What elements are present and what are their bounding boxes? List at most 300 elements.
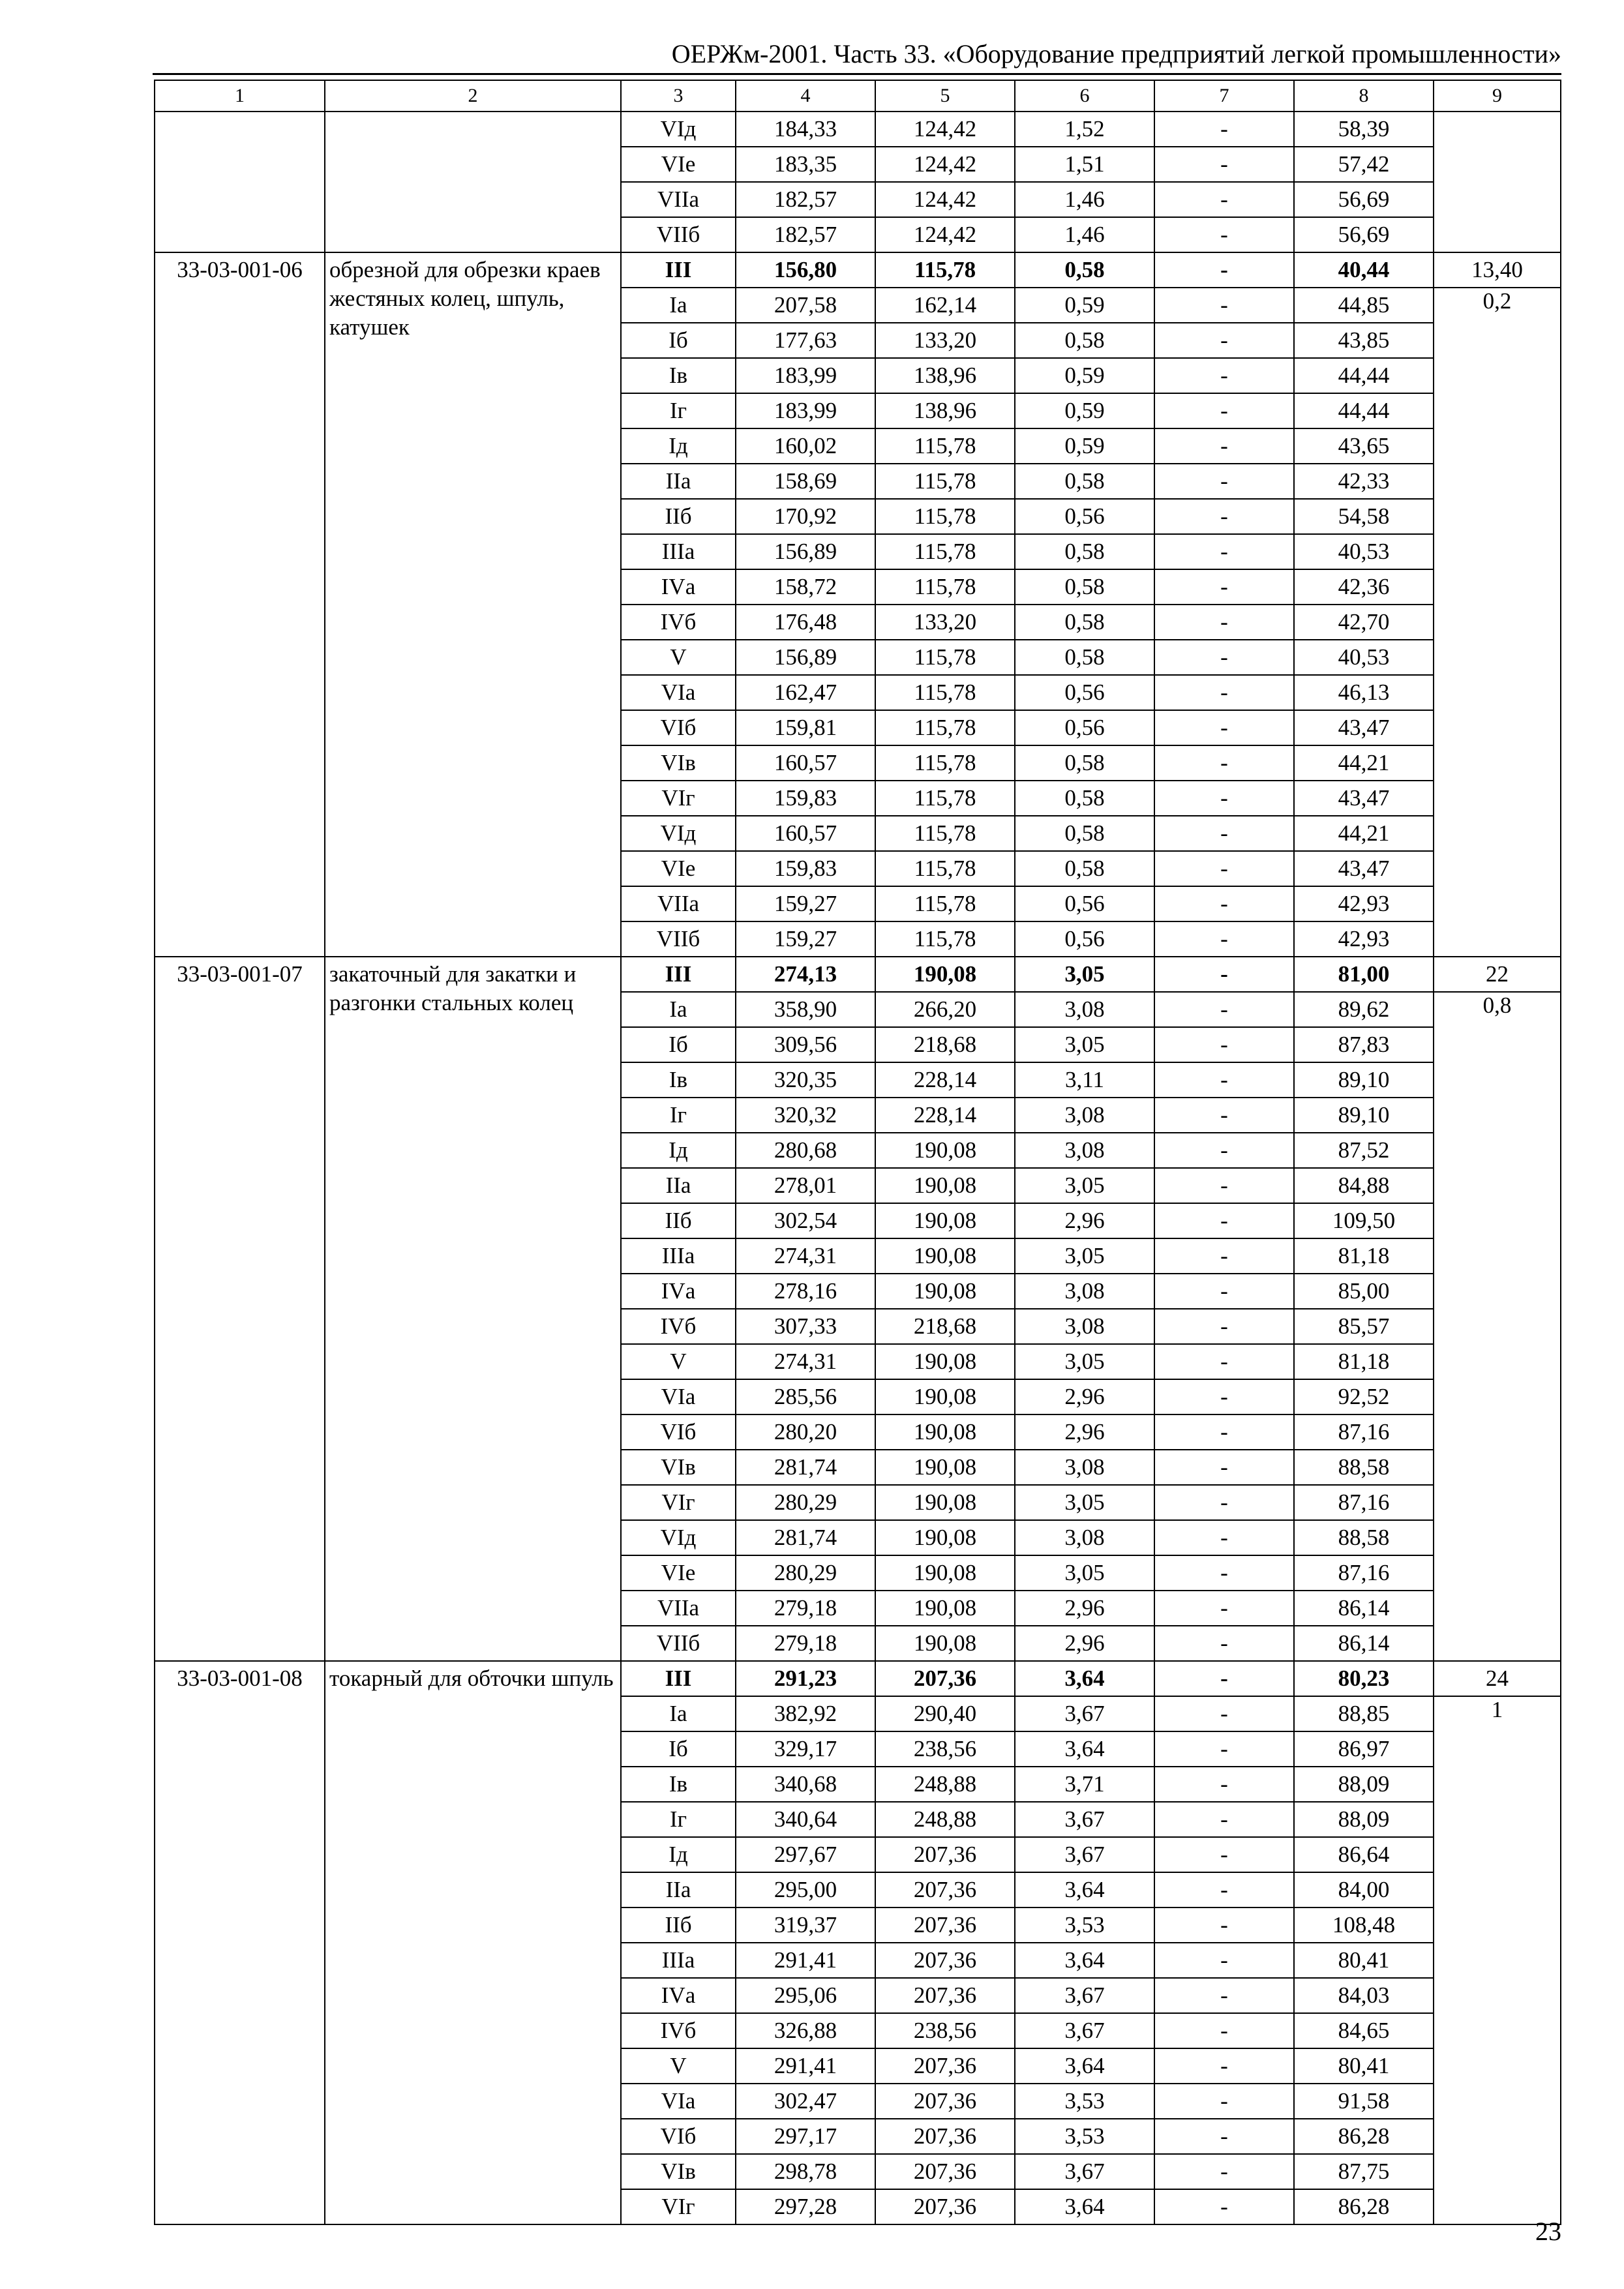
materials-cost: 44,85 [1294,288,1434,323]
wages-cost: 190,08 [875,1450,1015,1485]
total-cost: 160,02 [736,428,875,464]
materials-cost: 86,97 [1294,1731,1434,1767]
materials-cost: 84,65 [1294,2013,1434,2048]
wages-cost: 115,78 [875,640,1015,675]
total-cost: 274,31 [736,1238,875,1274]
machines-cost: 0,56 [1015,499,1154,534]
wages-cost: 190,08 [875,1238,1015,1274]
total-cost: 319,37 [736,1908,875,1943]
units-main-cell: 24 [1434,1661,1561,1696]
materials-cost: 57,42 [1294,147,1434,182]
total-cost: 162,47 [736,675,875,710]
rate-code: IVа [621,569,736,605]
column-number: 4 [736,80,875,112]
materials-cost: 87,83 [1294,1027,1434,1062]
materials-cost: 88,58 [1294,1450,1434,1485]
machines-cost: 2,96 [1015,1626,1154,1661]
drivers-wages: - [1154,1591,1294,1626]
materials-cost: 44,21 [1294,816,1434,851]
total-cost: 302,47 [736,2084,875,2119]
materials-cost: 88,09 [1294,1802,1434,1837]
machines-cost: 3,53 [1015,2119,1154,2154]
drivers-wages: - [1154,2084,1294,2119]
machines-cost: 0,58 [1015,569,1154,605]
materials-cost: 84,00 [1294,1872,1434,1908]
rate-code: IVа [621,1978,736,2013]
column-number: 8 [1294,80,1434,112]
drivers-wages: - [1154,1062,1294,1098]
machines-cost: 0,58 [1015,252,1154,288]
materials-cost: 89,10 [1294,1098,1434,1133]
rate-code: IIа [621,1872,736,1908]
wages-cost: 190,08 [875,1344,1015,1379]
materials-cost: 44,44 [1294,393,1434,428]
total-cost: 279,18 [736,1626,875,1661]
wages-cost: 207,36 [875,2084,1015,2119]
wages-cost: 190,08 [875,1379,1015,1414]
machines-cost: 3,64 [1015,1661,1154,1696]
drivers-wages: - [1154,252,1294,288]
drivers-wages: - [1154,640,1294,675]
materials-cost: 43,65 [1294,428,1434,464]
total-cost: 183,99 [736,358,875,393]
rate-code: Iв [621,1062,736,1098]
wages-cost: 115,78 [875,499,1015,534]
rate-code: III [621,252,736,288]
machines-cost: 3,53 [1015,1908,1154,1943]
total-cost: 295,06 [736,1978,875,2013]
drivers-wages: - [1154,464,1294,499]
wages-cost: 207,36 [875,2189,1015,2224]
drivers-wages: - [1154,112,1294,147]
rate-code: VIе [621,1555,736,1591]
drivers-wages: - [1154,428,1294,464]
equipment-name-cell: закаточный для закатки и разгонки стальных колец [325,957,621,1661]
materials-cost: 58,39 [1294,112,1434,147]
rate-code: VIе [621,147,736,182]
drivers-wages: - [1154,1450,1294,1485]
machines-cost: 0,59 [1015,428,1154,464]
units-sub-cell: 0,8 [1434,992,1561,1661]
machines-cost: 3,08 [1015,1450,1154,1485]
materials-cost: 89,62 [1294,992,1434,1027]
machines-cost: 3,08 [1015,992,1154,1027]
drivers-wages: - [1154,921,1294,957]
machines-cost: 3,67 [1015,2013,1154,2048]
drivers-wages: - [1154,1485,1294,1520]
column-number: 5 [875,80,1015,112]
machines-cost: 3,08 [1015,1133,1154,1168]
drivers-wages: - [1154,1309,1294,1344]
drivers-wages: - [1154,2189,1294,2224]
rate-code: VIIб [621,921,736,957]
drivers-wages: - [1154,1203,1294,1238]
drivers-wages: - [1154,781,1294,816]
materials-cost: 86,14 [1294,1626,1434,1661]
machines-cost: 0,58 [1015,816,1154,851]
rate-code: VIг [621,2189,736,2224]
materials-cost: 81,00 [1294,957,1434,992]
rate-code: VIб [621,1414,736,1450]
machines-cost: 0,58 [1015,464,1154,499]
column-number: 3 [621,80,736,112]
total-cost: 281,74 [736,1450,875,1485]
materials-cost: 43,47 [1294,781,1434,816]
drivers-wages: - [1154,393,1294,428]
table-row-main [155,1661,1561,1696]
machines-cost: 0,58 [1015,323,1154,358]
machines-cost: 0,56 [1015,675,1154,710]
rate-code: VIд [621,816,736,851]
wages-cost: 115,78 [875,675,1015,710]
total-cost: 291,41 [736,2048,875,2084]
materials-cost: 56,69 [1294,217,1434,252]
wages-cost: 162,14 [875,288,1015,323]
machines-cost: 3,05 [1015,1238,1154,1274]
drivers-wages: - [1154,605,1294,640]
drivers-wages: - [1154,1274,1294,1309]
machines-cost: 1,52 [1015,112,1154,147]
materials-cost: 40,44 [1294,252,1434,288]
materials-cost: 46,13 [1294,675,1434,710]
materials-cost: 85,00 [1294,1274,1434,1309]
name-cell [325,112,621,252]
materials-cost: 80,41 [1294,2048,1434,2084]
wages-cost: 124,42 [875,217,1015,252]
rate-code: V [621,1344,736,1379]
machines-cost: 1,46 [1015,217,1154,252]
rate-code: VIв [621,2154,736,2189]
materials-cost: 108,48 [1294,1908,1434,1943]
machines-cost: 0,58 [1015,640,1154,675]
rate-code: Iв [621,358,736,393]
wages-cost: 248,88 [875,1802,1015,1837]
wages-cost: 115,78 [875,464,1015,499]
machines-cost: 3,71 [1015,1767,1154,1802]
drivers-wages: - [1154,323,1294,358]
drivers-wages: - [1154,816,1294,851]
materials-cost: 88,58 [1294,1520,1434,1555]
drivers-wages: - [1154,2048,1294,2084]
rate-code: IIIа [621,534,736,569]
machines-cost: 0,59 [1015,288,1154,323]
total-cost: 278,01 [736,1168,875,1203]
machines-cost: 3,67 [1015,2154,1154,2189]
machines-cost: 0,58 [1015,851,1154,886]
drivers-wages: - [1154,1520,1294,1555]
rate-code: IVб [621,1309,736,1344]
wages-cost: 238,56 [875,1731,1015,1767]
drivers-wages: - [1154,851,1294,886]
wages-cost: 115,78 [875,569,1015,605]
wages-cost: 218,68 [875,1309,1015,1344]
wages-cost: 115,78 [875,252,1015,288]
rate-code: Iа [621,992,736,1027]
materials-cost: 87,75 [1294,2154,1434,2189]
total-cost: 184,33 [736,112,875,147]
machines-cost: 3,67 [1015,1696,1154,1731]
total-cost: 279,18 [736,1591,875,1626]
materials-cost: 40,53 [1294,534,1434,569]
materials-cost: 92,52 [1294,1379,1434,1414]
total-cost: 160,57 [736,745,875,781]
table-row-main [155,957,1561,992]
rate-code-cell: 33-03-001-08 [155,1661,325,2224]
materials-cost: 87,16 [1294,1485,1434,1520]
rate-code: IIа [621,1168,736,1203]
wages-cost: 207,36 [875,2048,1015,2084]
total-cost: 291,41 [736,1943,875,1978]
total-cost: 159,27 [736,886,875,921]
units-sub-cell: 1 [1434,1696,1561,2224]
materials-cost: 86,28 [1294,2119,1434,2154]
wages-cost: 115,78 [875,710,1015,745]
total-cost: 159,83 [736,781,875,816]
total-cost: 358,90 [736,992,875,1027]
rate-code: VIе [621,851,736,886]
total-cost: 159,83 [736,851,875,886]
rate-code: IIIа [621,1943,736,1978]
machines-cost: 3,05 [1015,957,1154,992]
wages-cost: 124,42 [875,147,1015,182]
machines-cost: 3,64 [1015,1872,1154,1908]
page-number: 23 [1535,2217,1561,2246]
machines-cost: 3,05 [1015,1168,1154,1203]
column-number: 7 [1154,80,1294,112]
rate-code: IIб [621,1203,736,1238]
materials-cost: 40,53 [1294,640,1434,675]
wages-cost: 190,08 [875,1520,1015,1555]
total-cost: 281,74 [736,1520,875,1555]
rate-code: VIIа [621,182,736,217]
wages-cost: 190,08 [875,1168,1015,1203]
machines-cost: 3,67 [1015,1837,1154,1872]
column-number-row [155,80,1561,112]
machines-cost: 3,64 [1015,2189,1154,2224]
machines-cost: 3,08 [1015,1274,1154,1309]
machines-cost: 0,56 [1015,886,1154,921]
materials-cost: 43,85 [1294,323,1434,358]
materials-cost: 87,52 [1294,1133,1434,1168]
machines-cost: 0,56 [1015,710,1154,745]
total-cost: 160,57 [736,816,875,851]
materials-cost: 81,18 [1294,1238,1434,1274]
materials-cost: 80,23 [1294,1661,1434,1696]
materials-cost: 56,69 [1294,182,1434,217]
rate-code: Iа [621,288,736,323]
drivers-wages: - [1154,1414,1294,1450]
total-cost: 156,89 [736,640,875,675]
materials-cost: 86,14 [1294,1591,1434,1626]
drivers-wages: - [1154,957,1294,992]
wages-cost: 115,78 [875,745,1015,781]
drivers-wages: - [1154,288,1294,323]
wages-cost: 190,08 [875,957,1015,992]
rate-code: Iв [621,1767,736,1802]
wages-cost: 133,20 [875,323,1015,358]
drivers-wages: - [1154,182,1294,217]
total-cost: 156,89 [736,534,875,569]
machines-cost: 0,59 [1015,358,1154,393]
drivers-wages: - [1154,534,1294,569]
total-cost: 278,16 [736,1274,875,1309]
wages-cost: 115,78 [875,781,1015,816]
code-cell [155,112,325,252]
machines-cost: 0,56 [1015,921,1154,957]
machines-cost: 3,08 [1015,1520,1154,1555]
total-cost: 183,35 [736,147,875,182]
materials-cost: 89,10 [1294,1062,1434,1098]
drivers-wages: - [1154,1379,1294,1414]
page-header-title: ОЕРЖм-2001. Часть 33. «Оборудование предприятий легкой промышленности» [671,39,1561,68]
total-cost: 177,63 [736,323,875,358]
table-body [155,80,1561,2224]
materials-cost: 88,09 [1294,1767,1434,1802]
machines-cost: 0,58 [1015,534,1154,569]
drivers-wages: - [1154,1943,1294,1978]
rate-code: VIб [621,2119,736,2154]
wages-cost: 290,40 [875,1696,1015,1731]
rate-code: Iг [621,1098,736,1133]
rate-code: Iг [621,393,736,428]
drivers-wages: - [1154,1555,1294,1591]
table-row [155,112,1561,147]
wages-cost: 138,96 [875,393,1015,428]
total-cost: 158,72 [736,569,875,605]
wages-cost: 207,36 [875,1943,1015,1978]
total-cost: 382,92 [736,1696,875,1731]
rate-code: IVб [621,605,736,640]
total-cost: 297,67 [736,1837,875,1872]
total-cost: 320,35 [736,1062,875,1098]
drivers-wages: - [1154,2154,1294,2189]
total-cost: 295,00 [736,1872,875,1908]
drivers-wages: - [1154,1238,1294,1274]
rate-code: VIб [621,710,736,745]
total-cost: 207,58 [736,288,875,323]
total-cost: 309,56 [736,1027,875,1062]
rate-code: Iа [621,1696,736,1731]
total-cost: 326,88 [736,2013,875,2048]
table-row-main [155,252,1561,288]
rate-code: IVа [621,1274,736,1309]
rate-code: Iб [621,323,736,358]
materials-cost: 54,58 [1294,499,1434,534]
materials-cost: 91,58 [1294,2084,1434,2119]
machines-cost: 0,58 [1015,605,1154,640]
total-cost: 297,28 [736,2189,875,2224]
materials-cost: 42,70 [1294,605,1434,640]
total-cost: 170,92 [736,499,875,534]
materials-cost: 42,93 [1294,921,1434,957]
rate-code-cell: 33-03-001-06 [155,252,325,957]
rate-code: V [621,2048,736,2084]
wages-cost: 228,14 [875,1098,1015,1133]
equipment-name-cell: обрезной для обрезки краев жестяных колец, шпуль, катушек [325,252,621,957]
column-number: 6 [1015,80,1154,112]
drivers-wages: - [1154,1098,1294,1133]
machines-cost: 3,64 [1015,1943,1154,1978]
drivers-wages: - [1154,1027,1294,1062]
drivers-wages: - [1154,358,1294,393]
wages-cost: 207,36 [875,1908,1015,1943]
rate-code: V [621,640,736,675]
total-cost: 274,31 [736,1344,875,1379]
rate-code: Iд [621,1133,736,1168]
drivers-wages: - [1154,1978,1294,2013]
materials-cost: 44,44 [1294,358,1434,393]
rate-code: VIIа [621,1591,736,1626]
total-cost: 340,64 [736,1802,875,1837]
wages-cost: 190,08 [875,1133,1015,1168]
machines-cost: 3,53 [1015,2084,1154,2119]
drivers-wages: - [1154,2119,1294,2154]
total-cost: 340,68 [736,1767,875,1802]
machines-cost: 3,64 [1015,1731,1154,1767]
wages-cost: 115,78 [875,851,1015,886]
machines-cost: 0,58 [1015,745,1154,781]
materials-cost: 84,03 [1294,1978,1434,2013]
total-cost: 158,69 [736,464,875,499]
drivers-wages: - [1154,1661,1294,1696]
column-number: 2 [325,80,621,112]
wages-cost: 115,78 [875,534,1015,569]
rate-code: Iд [621,428,736,464]
rate-code: IIIа [621,1238,736,1274]
drivers-wages: - [1154,1168,1294,1203]
rate-code: IIб [621,499,736,534]
wages-cost: 124,42 [875,182,1015,217]
machines-cost: 3,05 [1015,1555,1154,1591]
drivers-wages: - [1154,1837,1294,1872]
rate-code: VIIб [621,1626,736,1661]
rate-code: Iб [621,1731,736,1767]
rate-code: VIIа [621,886,736,921]
drivers-wages: - [1154,745,1294,781]
wages-cost: 207,36 [875,1978,1015,2013]
rate-code: VIг [621,1485,736,1520]
materials-cost: 42,36 [1294,569,1434,605]
total-cost: 285,56 [736,1379,875,1414]
total-cost: 159,81 [736,710,875,745]
drivers-wages: - [1154,1731,1294,1767]
materials-cost: 44,21 [1294,745,1434,781]
rate-code-cell: 33-03-001-07 [155,957,325,1661]
units-main-cell: 13,40 [1434,252,1561,288]
rate-code: VIа [621,675,736,710]
rate-code: VIа [621,1379,736,1414]
wages-cost: 228,14 [875,1062,1015,1098]
wages-cost: 207,36 [875,2154,1015,2189]
wages-cost: 207,36 [875,1661,1015,1696]
wages-cost: 190,08 [875,1591,1015,1626]
wages-cost: 190,08 [875,1274,1015,1309]
materials-cost: 81,18 [1294,1344,1434,1379]
materials-cost: 87,16 [1294,1555,1434,1591]
drivers-wages: - [1154,1344,1294,1379]
units-sub-cell: 0,2 [1434,288,1561,957]
machines-cost: 3,67 [1015,1802,1154,1837]
machines-cost: 3,08 [1015,1098,1154,1133]
materials-cost: 84,88 [1294,1168,1434,1203]
machines-cost: 2,96 [1015,1379,1154,1414]
wages-cost: 124,42 [875,112,1015,147]
wages-cost: 115,78 [875,921,1015,957]
wages-cost: 238,56 [875,2013,1015,2048]
drivers-wages: - [1154,675,1294,710]
rate-code: VIв [621,745,736,781]
machines-cost: 2,96 [1015,1203,1154,1238]
